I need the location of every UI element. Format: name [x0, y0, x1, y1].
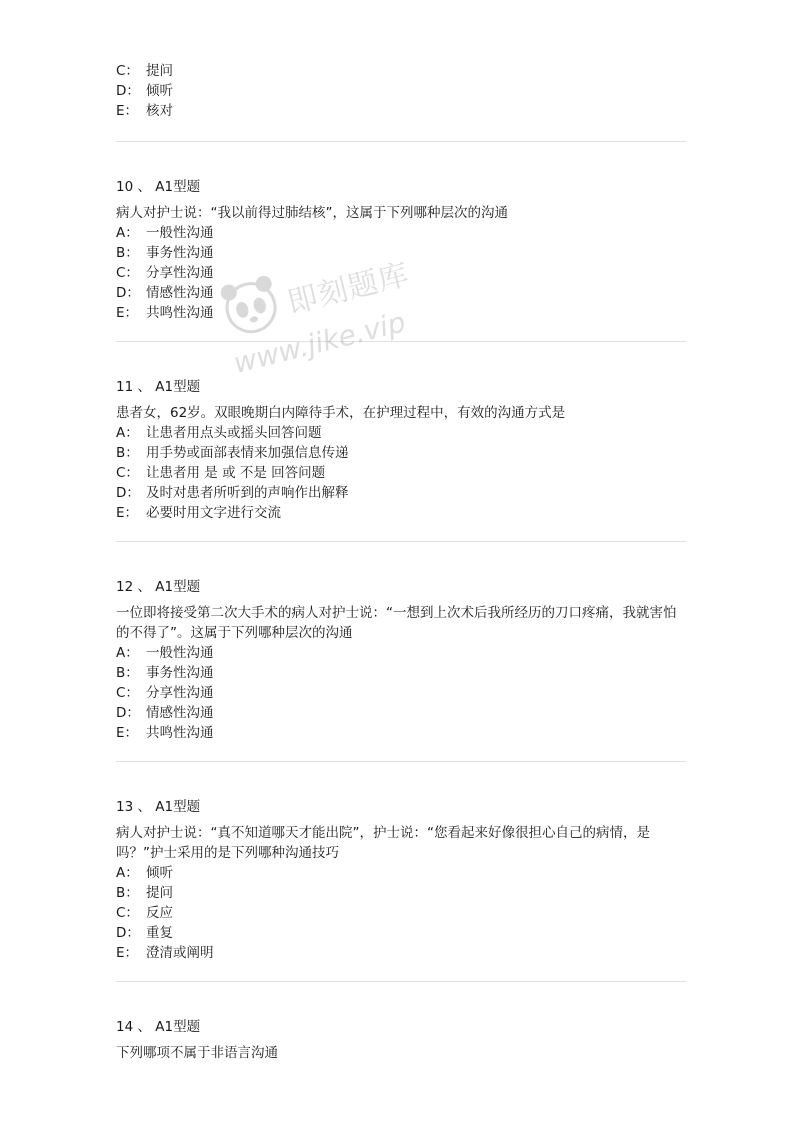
option-item	[116, 283, 214, 303]
option-text: 及时对患者所听到的声响作出解释	[146, 485, 349, 501]
option-item	[116, 723, 214, 743]
question-header: 13 、 A1型题	[116, 799, 201, 815]
option-item	[116, 683, 214, 703]
divider	[116, 541, 686, 542]
option-letter: E：	[116, 103, 139, 119]
option-text: 共鸣性沟通	[146, 305, 214, 321]
option-item	[116, 61, 173, 81]
option-text: 核对	[146, 103, 173, 119]
question-stem: 患者女，62岁。双眼晚期白内障待手术，在护理过程中，有效的沟通方式是	[116, 405, 566, 421]
option-item	[116, 863, 173, 883]
option-letter: B：	[116, 245, 139, 261]
option-item	[116, 903, 173, 923]
divider	[116, 141, 686, 142]
option-item	[116, 263, 214, 283]
option-text: 一般性沟通	[146, 225, 214, 241]
option-item	[116, 483, 349, 503]
watermark	[205, 224, 455, 386]
question-stem: 一位即将接受第二次大手术的病人对护士说：“一想到上次术后我所经历的刀口疼痛，我就害怕的不得了”。这属于下列哪种层次的沟通	[116, 605, 677, 641]
option-letter: A：	[116, 865, 139, 881]
option-text: 共鸣性沟通	[146, 725, 214, 741]
question-header: 10 、 A1型题	[116, 179, 201, 195]
option-item	[116, 943, 214, 963]
option-item	[116, 643, 214, 663]
option-letter: E：	[116, 725, 139, 741]
option-text: 倾听	[146, 865, 173, 881]
option-letter: C：	[116, 465, 139, 481]
option-text: 提问	[146, 885, 173, 901]
option-text: 重复	[146, 925, 173, 941]
option-text: 一般性沟通	[146, 645, 214, 661]
option-item	[116, 303, 214, 323]
option-text: 情感性沟通	[146, 705, 214, 721]
divider	[116, 341, 686, 342]
option-letter: D：	[116, 485, 140, 501]
option-item	[116, 101, 173, 121]
option-text: 分享性沟通	[146, 685, 214, 701]
option-text: 澄清或阐明	[146, 945, 214, 961]
question-stem: 下列哪项不属于非语言沟通	[116, 1045, 278, 1061]
option-letter: B：	[116, 885, 139, 901]
question-header: 14 、 A1型题	[116, 1019, 201, 1035]
option-text: 用手势或面部表情来加强信息传递	[146, 445, 349, 461]
option-letter: C：	[116, 265, 139, 281]
question-header: 11 、 A1型题	[116, 379, 201, 395]
option-item	[116, 503, 281, 523]
option-letter: A：	[116, 225, 139, 241]
option-item	[116, 703, 214, 723]
option-letter: D：	[116, 285, 140, 301]
option-text: 必要时用文字进行交流	[146, 505, 281, 521]
option-text: 提问	[146, 63, 173, 79]
option-letter: C：	[116, 905, 139, 921]
option-letter: E：	[116, 305, 139, 321]
option-letter: B：	[116, 445, 139, 461]
option-letter: A：	[116, 645, 139, 661]
option-text: 倾听	[146, 83, 173, 99]
option-text: 反应	[146, 905, 173, 921]
question-stem: 病人对护士说：“真不知道哪天才能出院”，护士说：“您看起来好像很担心自己的病情，是吗？”护士采用的是下列哪种沟通技巧	[116, 825, 650, 861]
option-text: 事务性沟通	[146, 245, 214, 261]
option-item	[116, 243, 214, 263]
option-item	[116, 663, 214, 683]
option-letter: D：	[116, 925, 140, 941]
option-item	[116, 883, 173, 903]
option-text: 让患者用 是 或 不是 回答问题	[146, 465, 326, 481]
question-header: 12 、 A1型题	[116, 579, 201, 595]
option-item	[116, 423, 322, 443]
option-text: 让患者用点头或摇头回答问题	[146, 425, 322, 441]
option-item	[116, 223, 214, 243]
question-stem: 病人对护士说：“我以前得过肺结核”，这属于下列哪种层次的沟通	[116, 205, 508, 221]
divider	[116, 981, 686, 982]
option-item	[116, 81, 173, 101]
option-item	[116, 923, 173, 943]
panda-logo-icon	[212, 267, 290, 345]
option-letter: B：	[116, 665, 139, 681]
option-text: 分享性沟通	[146, 265, 214, 281]
option-text: 事务性沟通	[146, 665, 214, 681]
option-letter: C：	[116, 63, 139, 79]
option-letter: E：	[116, 945, 139, 961]
option-letter: D：	[116, 83, 140, 99]
option-item	[116, 443, 349, 463]
option-text: 情感性沟通	[146, 285, 214, 301]
watermark-brand: 即刻题库	[284, 257, 413, 322]
option-letter: C：	[116, 685, 139, 701]
option-letter: E：	[116, 505, 139, 521]
option-letter: D：	[116, 705, 140, 721]
divider	[116, 761, 686, 762]
option-letter: A：	[116, 425, 139, 441]
option-item	[116, 463, 325, 483]
watermark-url: www.jike.vip	[230, 305, 409, 380]
